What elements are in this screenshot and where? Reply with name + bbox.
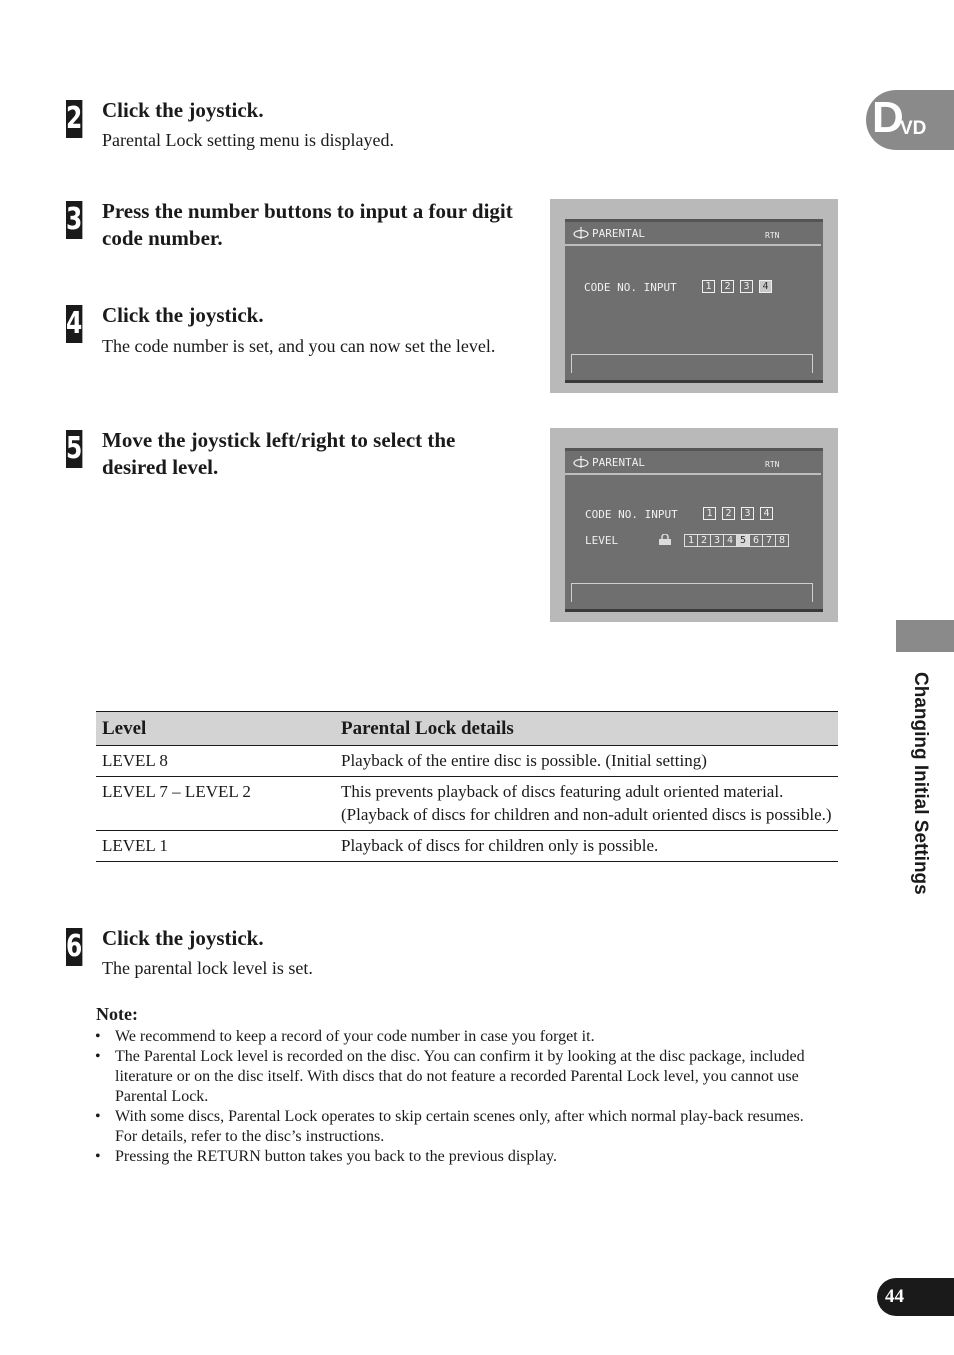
- osd-footer-bar: [571, 583, 813, 602]
- level-label: LEVEL: [585, 534, 619, 547]
- level-option: 3: [711, 535, 724, 546]
- code-digit-boxes: [703, 507, 773, 520]
- note-list: [95, 1027, 815, 1167]
- osd-footer-bar: [571, 354, 813, 373]
- note-title: Note:: [96, 1004, 138, 1024]
- code-digit: 3: [740, 280, 753, 293]
- step-2-title: Click the joystick.: [102, 98, 264, 122]
- table-cell-level: LEVEL 7 – LEVEL 2: [96, 777, 335, 831]
- level-option: 1: [685, 535, 698, 546]
- osd-title: PARENTAL: [592, 456, 645, 469]
- table-row: [96, 746, 838, 777]
- level-selector: [684, 534, 789, 547]
- step-number-2: 2: [66, 101, 83, 136]
- note-item: • The Parental Lock level is recorded on the disc. You can confirm it by looking at the disc package, included literature or on the disc itself. With discs that do not feature a recorded Parental Lock level, you cannot use Parental Lock.: [95, 1047, 815, 1107]
- step-6-title: Click the joystick.: [102, 926, 264, 950]
- step-6-body: The parental lock level is set.: [102, 958, 313, 978]
- disc-icon: [573, 455, 589, 469]
- level-option: 6: [750, 535, 763, 546]
- level-option: 2: [698, 535, 711, 546]
- code-digit: 4: [759, 280, 772, 293]
- level-option: 8: [778, 535, 786, 546]
- code-digit: 3: [741, 507, 754, 520]
- disc-icon: [573, 226, 589, 240]
- step-number-5: 5: [66, 431, 83, 466]
- code-digit: 4: [760, 507, 773, 520]
- table-cell-details: Playback of the entire disc is possible. (Initial setting): [335, 746, 838, 777]
- table-header-level: Level: [96, 712, 335, 746]
- code-digit: 1: [702, 280, 715, 293]
- note-item: • We recommend to keep a record of your code number in case you forget it.: [95, 1027, 815, 1047]
- osd-title: PARENTAL: [592, 227, 645, 240]
- step-4-title: Click the joystick.: [102, 303, 264, 327]
- table-header-row: [96, 712, 838, 746]
- level-option-selected: 5: [737, 535, 750, 546]
- table-cell-level: LEVEL 1: [96, 831, 335, 862]
- table-row: [96, 777, 838, 831]
- level-option: 4: [724, 535, 737, 546]
- osd-return-label: RTN: [765, 231, 780, 240]
- code-digit: 2: [722, 507, 735, 520]
- lock-icon: [658, 534, 674, 546]
- dvd-tab-suffix: VD: [900, 118, 927, 139]
- code-digit-boxes: [702, 280, 772, 293]
- step-number-6: 6: [66, 929, 83, 964]
- step-3-title: Press the number buttons to input a four digit code number.: [102, 199, 513, 250]
- osd-screenshot-level-select: [550, 428, 838, 622]
- note-item: • With some discs, Parental Lock operates to skip certain scenes only, after which normal play-back resumes. For details, refer to the disc’s instructions.: [95, 1107, 815, 1147]
- code-input-label: CODE NO. INPUT: [585, 508, 678, 521]
- step-number-4: 4: [66, 306, 83, 341]
- table-cell-details: Playback of discs for children only is possible.: [335, 831, 838, 862]
- osd-panel: [565, 219, 823, 383]
- level-option: 7: [763, 535, 776, 546]
- code-input-label: CODE NO. INPUT: [584, 281, 677, 294]
- table-row: [96, 831, 838, 862]
- table-cell-details: This prevents playback of discs featuring adult oriented material. (Playback of discs for children and non-adult oriented discs is possible.): [335, 777, 838, 831]
- osd-header: [565, 222, 821, 246]
- osd-panel: [565, 448, 823, 612]
- osd-header: [565, 451, 821, 475]
- step-2-body: Parental Lock setting menu is displayed.: [102, 130, 394, 150]
- table-header-details: Parental Lock details: [335, 712, 838, 746]
- step-number-3: 3: [66, 202, 83, 237]
- dvd-tab-letter: D: [872, 93, 904, 142]
- section-tab-marker: [896, 620, 954, 652]
- table-cell-level: LEVEL 8: [96, 746, 335, 777]
- page-number: 44: [877, 1278, 954, 1316]
- step-5-title: Move the joystick left/right to select the desired level.: [102, 428, 456, 479]
- osd-return-label: RTN: [765, 460, 780, 469]
- osd-screenshot-code-input: [550, 199, 838, 393]
- note-item: • Pressing the RETURN button takes you back to the previous display.: [95, 1147, 815, 1167]
- step-4-body: The code number is set, and you can now set the level.: [102, 336, 496, 356]
- parental-level-table: [96, 711, 838, 862]
- section-side-label: Changing Initial Settings: [910, 672, 931, 895]
- code-digit: 1: [703, 507, 716, 520]
- code-digit: 2: [721, 280, 734, 293]
